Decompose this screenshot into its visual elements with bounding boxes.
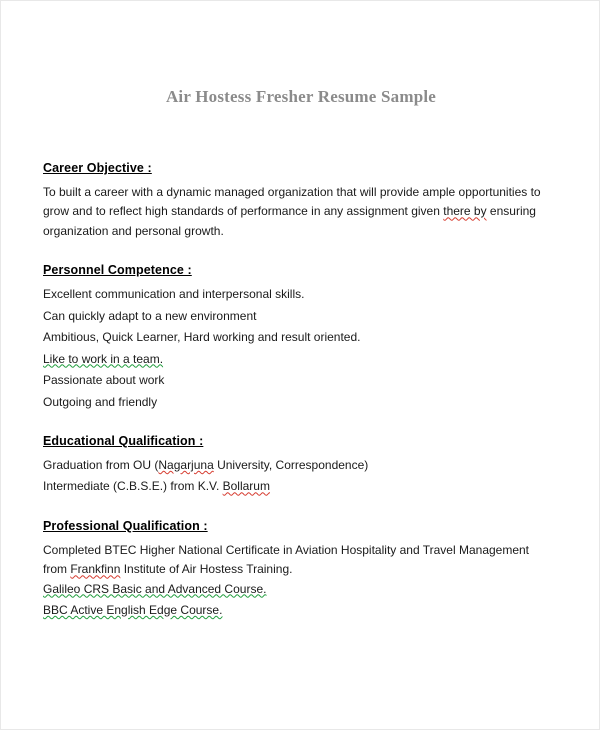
section-heading: Career Objective : xyxy=(43,161,152,175)
flagged-text-like-to-work: Like to work in a team. xyxy=(43,351,164,366)
section-educational-qualification xyxy=(43,434,543,497)
section-personnel-competence xyxy=(43,263,543,412)
list-item xyxy=(43,350,543,369)
line-text-part-2: University, Correspondence) xyxy=(213,457,369,472)
section-career-objective xyxy=(43,161,543,241)
section-heading: Educational Qualification : xyxy=(43,433,204,448)
section-heading: Personnel Competence : xyxy=(43,263,192,278)
line-text-part-1: Intermediate (C.B.S.E.) from K.V. xyxy=(43,479,223,494)
document-body xyxy=(43,161,543,643)
flagged-text-galileo: Galileo CRS Basic and Advanced Course. xyxy=(43,581,267,596)
line-text-part-1: Completed BTEC Higher National Certificate in Aviation Hospitality and Travel Management from xyxy=(43,542,530,577)
list-item xyxy=(43,456,543,475)
list-item: Excellent communication and interpersonal skills. xyxy=(43,287,305,302)
list-item: Can quickly adapt to a new environment xyxy=(43,308,257,323)
list-item: Outgoing and friendly xyxy=(43,394,158,409)
line-text-part-2: Institute of Air Hostess Training. xyxy=(120,562,293,577)
list-item xyxy=(43,477,543,496)
section-heading: Professional Qualification : xyxy=(43,518,208,533)
flagged-text-bbc-active: BBC Active English Edge Course. xyxy=(43,603,223,618)
paragraph-text-part-2: ensuring organization and personal growth. xyxy=(43,204,536,238)
section-paragraph xyxy=(43,183,543,241)
document-title: Air Hostess Fresher Resume Sample xyxy=(165,87,437,106)
list-item xyxy=(43,601,543,620)
flagged-text-nagarjuna: Nagarjuna xyxy=(158,457,214,472)
list-item: Passionate about work xyxy=(43,373,165,388)
list-item xyxy=(43,580,543,599)
flagged-text-frankfinn: Frankfinn xyxy=(70,562,121,577)
section-professional-qualification xyxy=(43,519,543,621)
paragraph-text-part-1: To built a career with a dynamic managed organization that will provide ample opportunities to grow and to reflect high standards of performance in any assignment given xyxy=(43,185,541,219)
line-text-part-1: Graduation from OU ( xyxy=(43,457,159,472)
list-item xyxy=(43,541,543,580)
flagged-text-thereby: there by xyxy=(443,204,487,219)
list-item: Ambitious, Quick Learner, Hard working and result oriented. xyxy=(43,330,361,345)
flagged-text-bollarum: Bollarum xyxy=(222,479,270,494)
